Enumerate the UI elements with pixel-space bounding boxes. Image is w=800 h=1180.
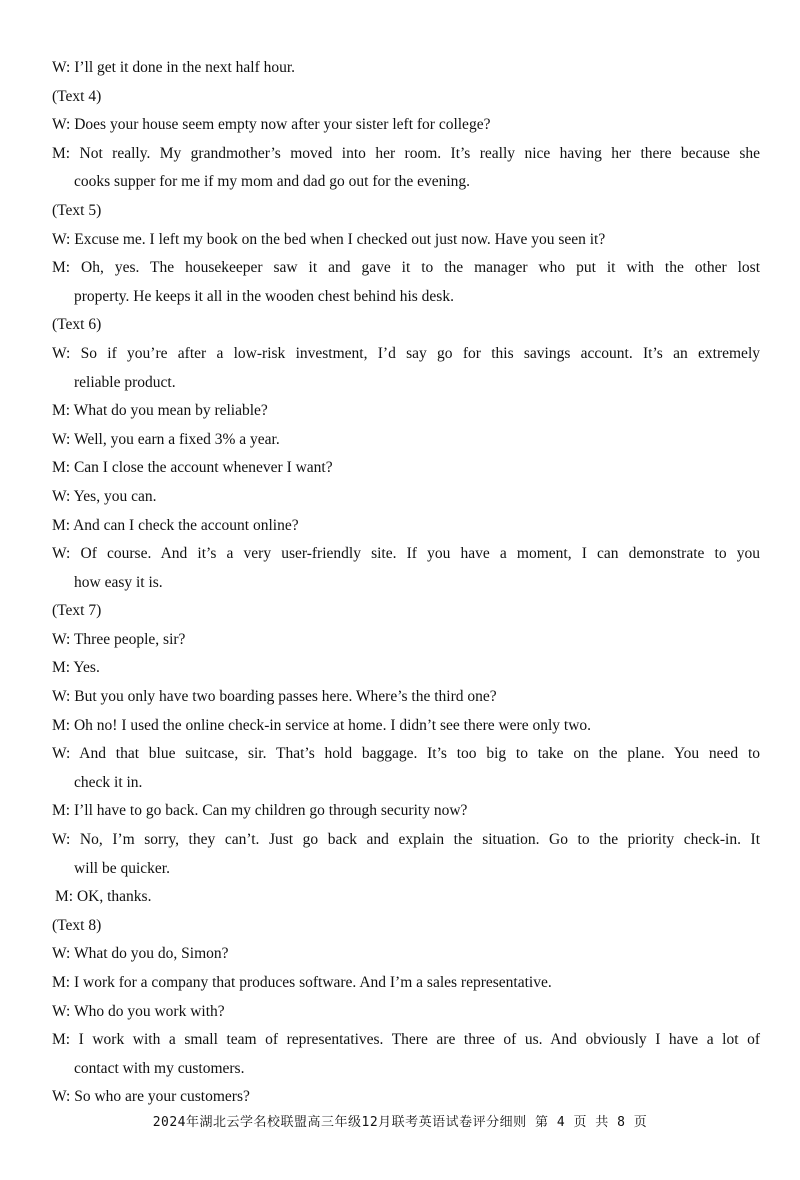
transcript-line: W: But you only have two boarding passes here. Where’s the third one?: [52, 688, 497, 706]
transcript-line: M: What do you mean by reliable?: [52, 402, 268, 420]
transcript-line: W: Well, you earn a fixed 3% a year.: [52, 430, 280, 448]
transcript-line: W: Who do you work with?: [52, 1002, 225, 1020]
transcript-line: M: Oh no! I used the online check-in service at home. I didn’t see there were only two.: [52, 716, 592, 734]
transcript-line: will be quicker.: [74, 859, 170, 877]
page-footer: 2024年湖北云学名校联盟高三年级12月联考英语试卷评分细则 第 4 页 共 8 页: [152, 1115, 648, 1130]
transcript-line: W: So if you’re after a low-risk investment, I’d say go for this savings account. It’s an extremely: [52, 344, 760, 362]
transcript-line: check it in.: [74, 773, 143, 791]
transcript-line: (Text 6): [52, 316, 102, 334]
transcript-line: W: Yes, you can.: [52, 487, 157, 505]
transcript-line: W: No, I’m sorry, they can’t. Just go back and explain the situation. Go to the priority check-in. It: [52, 831, 760, 849]
transcript-line: W: Excuse me. I left my book on the bed when I checked out just now. Have you seen it?: [52, 230, 606, 248]
transcript-line: contact with my customers.: [74, 1059, 245, 1077]
transcript-line: property. He keeps it all in the wooden chest behind his desk.: [74, 287, 454, 305]
transcript-line: M: Not really. My grandmother’s moved into her room. It’s really nice having her there because she: [52, 144, 760, 162]
transcript-line: W: And that blue suitcase, sir. That’s hold baggage. It’s too big to take on the plane. You need to: [52, 745, 760, 763]
transcript-line: W: I’ll get it done in the next half hour.: [52, 59, 296, 76]
transcript-line: W: What do you do, Simon?: [52, 945, 229, 963]
transcript-line: M: Yes.: [52, 659, 100, 677]
transcript-line: (Text 4): [52, 87, 102, 105]
transcript-line: (Text 8): [52, 916, 102, 934]
transcript-line: M: I work with a small team of representatives. There are three of us. And obviously I have a lot of: [52, 1031, 760, 1049]
transcript-body: [52, 54, 760, 1112]
transcript-line: W: Three people, sir?: [52, 630, 186, 648]
transcript-line: W: So who are your customers?: [52, 1088, 250, 1106]
transcript-line: M: I work for a company that produces software. And I’m a sales representative.: [52, 974, 552, 991]
transcript-line: W: Does your house seem empty now after your sister left for college?: [52, 116, 491, 134]
transcript-line: M: Can I close the account whenever I want?: [52, 459, 333, 477]
transcript-line: M: Oh, yes. The housekeeper saw it and gave it to the manager who put it with the other lost: [52, 259, 760, 277]
transcript-line: M: And can I check the account online?: [52, 516, 299, 534]
transcript-line: W: Of course. And it’s a very user-friendly site. If you have a moment, I can demonstrate to you: [52, 545, 760, 563]
transcript-line: M: I’ll have to go back. Can my children go through security now?: [52, 802, 468, 820]
transcript-line: (Text 5): [52, 201, 102, 219]
transcript-line: cooks supper for me if my mom and dad go out for the evening.: [74, 173, 471, 191]
transcript-line: how easy it is.: [74, 573, 163, 591]
transcript-line: (Text 7): [52, 602, 102, 620]
transcript-line: reliable product.: [74, 373, 176, 391]
transcript-line: M: OK, thanks.: [55, 888, 152, 906]
